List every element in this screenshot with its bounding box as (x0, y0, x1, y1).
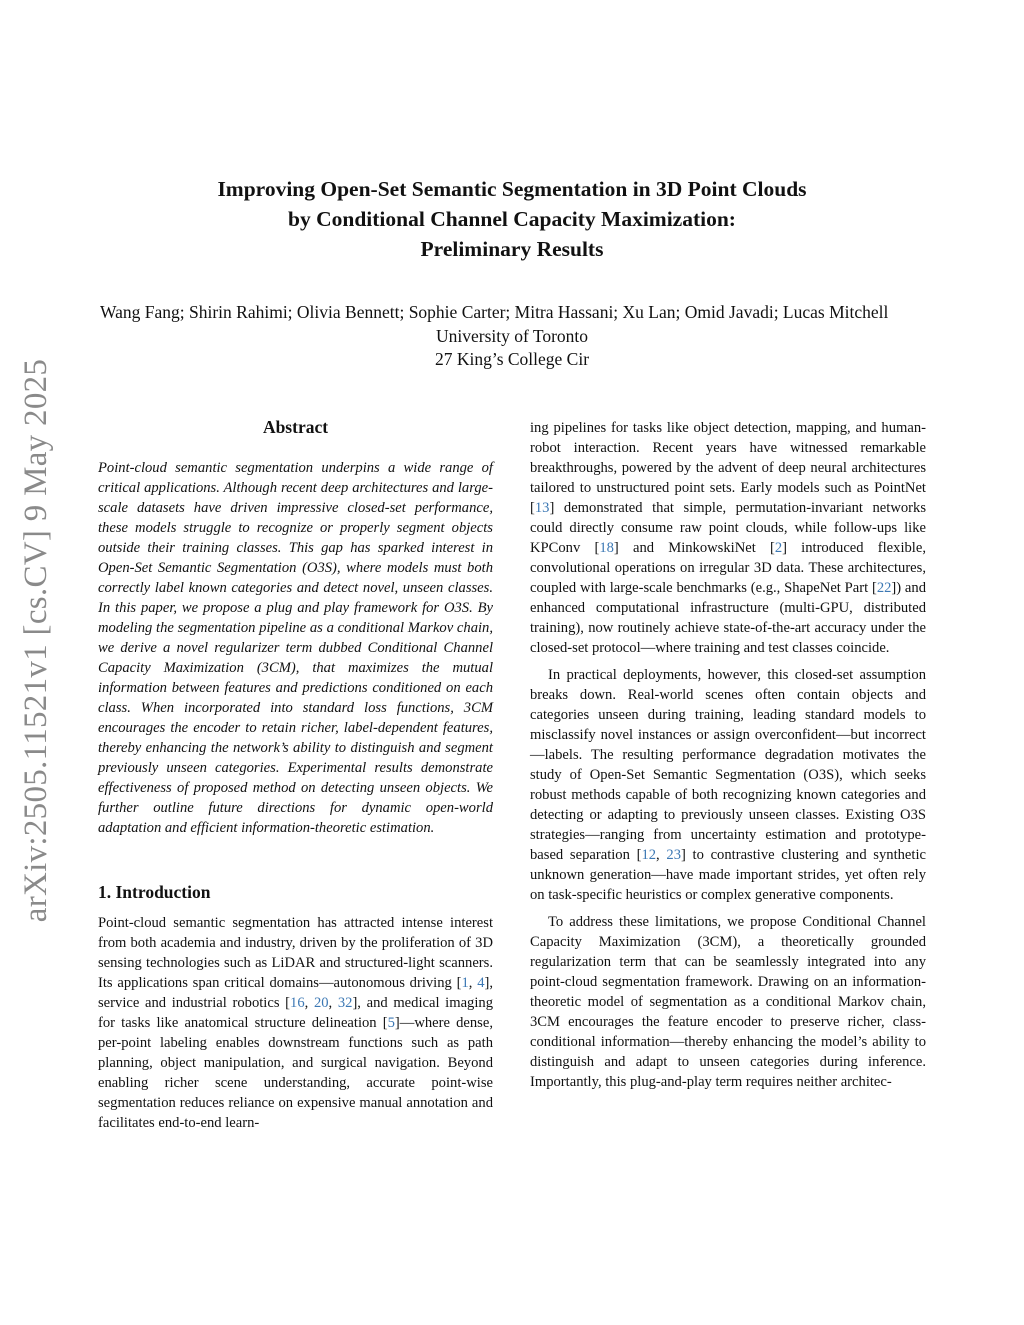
citation-link[interactable]: 16 (290, 995, 305, 1011)
intro-paragraph-1-continued: ing pipelines for tasks like object detection, mapping, and human-robot interaction. Recent years have witnessed remarkable breakthroughs, powered by the advent of deep neural architectures tailored to unstructured point sets. Early models such as PointNet [13] demonstrated that simple, permutation-invariant networks could directly consume raw point clouds, while follow-ups like KPConv [18] and MinkowskiNet [2] introduced flexible, convolutional operations on irregular 3D data. These architectures, coupled with large-scale benchmarks (e.g., ShapeNet Part [22]) and enhanced computational infrastructure (multi-GPU, distributed training), now routinely achieve state-of-the-art accuracy under the closed-set protocol—where training and test classes coincide. (530, 420, 926, 656)
citation-link[interactable]: 13 (534, 500, 550, 516)
title-line-2: by Conditional Channel Capacity Maximization: (288, 207, 736, 231)
address: 27 King’s College Cir (434, 349, 590, 369)
author-list: Wang Fang; Shirin Rahimi; Olivia Bennett; Sophie Carter; Mitra Hassani; Xu Lan; Omid Javadi; Lucas Mitchell (100, 302, 889, 322)
abstract-heading: Abstract (262, 417, 329, 437)
citation-link[interactable]: 20 (313, 995, 329, 1011)
title-line-3: Preliminary Results (420, 237, 604, 261)
intro-paragraph-2: In practical deployments, however, this closed-set assumption breaks down. Real-world scenes often contain objects and categories unseen during training, leading standard models to misclassify novel instances or assign overconfident—but incorrect—labels. The resulting performance degradation motivates the study of Open-Set Semantic Segmentation (O3S), which seeks robust methods capable of both recognizing known categories and detecting or adapting to previously unseen classes. Existing O3S strategies—ranging from uncertainty estimation and prototype-based separation [12, 23] to contrastive clustering and synthetic unknown generation—have made important strides, yet often rely on task-specific heuristics or complex generative components. (530, 667, 926, 903)
citation-link[interactable]: 1 (461, 975, 469, 991)
right-column (530, 418, 926, 1092)
paper-title (100, 174, 924, 264)
citation-link[interactable]: 18 (599, 540, 614, 556)
citation-link[interactable]: 4 (477, 975, 485, 991)
left-column (98, 415, 493, 1133)
affiliation: University of Toronto (435, 326, 589, 346)
intro-paragraph-3: To address these limitations, we propose Conditional Channel Capacity Maximization (3CM), a theoretically grounded regularization term that can be seamlessly integrated into any point-cloud segmentation framework. Drawing on an information-theoretic model of segmentation as a conditional Markov chain, 3CM encourages the feature encoder to preserve richer, class-conditional information—thereby enhancing the model’s ability to distinguish and adapt to unseen categories during inference. Importantly, this plug-and-play term requires neither architec- (530, 914, 926, 1090)
intro-paragraph-1: Point-cloud semantic segmentation has attracted intense interest from both academia and industry, driven by the proliferation of 3D sensing technologies such as LiDAR and structured-light scanners. Its applications span critical domains—autonomous driving [1, 4], service and industrial robotics [16, 20, 32], and medical imaging for tasks like anatomical structure delineation [5]—where dense, per-point labeling enables downstream functions such as path planning, object manipulation, and surgical navigation. Beyond enabling richer scene understanding, accurate point-wise segmentation reduces reliance on expensive manual annotation and facilitates end-to-end learn- (98, 915, 494, 1131)
arxiv-identifier-text: arXiv:2505.11521v1 [cs.CV] 9 May 2025 (18, 358, 55, 922)
introduction-heading: 1. Introduction (98, 882, 211, 902)
citation-link[interactable]: 32 (337, 995, 353, 1011)
citation-link[interactable]: 22 (876, 580, 892, 596)
citation-link[interactable]: 5 (387, 1015, 395, 1031)
abstract-body: Point-cloud semantic segmentation underpins a wide range of critical applications. Although recent deep architectures and large-scale datasets have driven impressive closed-set performance, these models struggle to recognize or properly segment objects outside their training classes. This gap has sparked interest in Open-Set Semantic Segmentation (O3S), where models must both correctly label known categories and detect novel, unseen classes. In this paper, we propose a plug and play framework for O3S. By modeling the segmentation pipeline as a conditional Markov chain, we derive a novel regularizer term dubbed Conditional Channel Capacity Maximization (3CM), that maximizes the mutual information between features and predictions conditioned on each class. When incorporated into standard loss functions, 3CM encourages the encoder to retain richer, label-dependent features, thereby enhancing the network’s ability to distinguish and segment previously unseen categories. Experimental results demonstrate effectiveness of proposed method on detecting unseen objects. We further outline future directions for dynamic open-world adaptation and efficient information-theoretic estimation. (98, 460, 493, 836)
title-line-1: Improving Open-Set Semantic Segmentation in 3D Point Clouds (217, 177, 807, 201)
arxiv-identifier-stamp (12, 350, 62, 930)
citation-link[interactable]: 23 (666, 847, 681, 863)
citation-link[interactable]: 2 (774, 540, 783, 556)
citation-link[interactable]: 12 (641, 847, 657, 863)
